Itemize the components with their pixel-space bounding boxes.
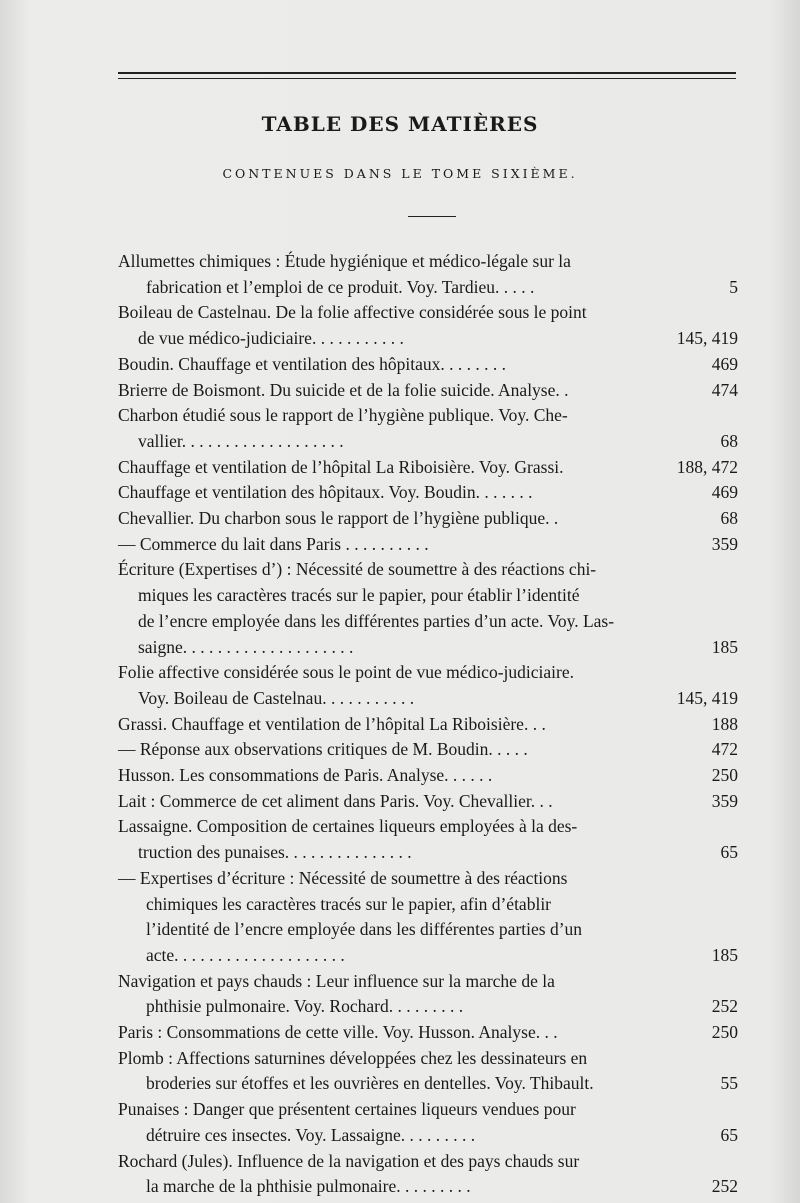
index-line bbox=[118, 762, 492, 788]
entry-text: Chevallier. Du charbon sous le rapport de l’hygiène publique. . bbox=[118, 508, 559, 528]
index-line bbox=[118, 377, 569, 403]
page-number: 185 bbox=[711, 636, 738, 657]
index-line bbox=[138, 582, 579, 608]
entry-text: Rochard (Jules). Influence de la navigation et des pays chauds sur bbox=[118, 1150, 580, 1171]
page-number: 68 bbox=[720, 430, 738, 451]
page-number: 250 bbox=[711, 1022, 738, 1042]
index-line bbox=[118, 479, 532, 505]
index-line bbox=[118, 968, 555, 994]
entry-text: — Expertises d’écriture : Nécessité de soumettre à des réactions bbox=[118, 867, 568, 888]
page-number: 359 bbox=[711, 790, 738, 811]
index-line bbox=[118, 788, 553, 814]
index-line bbox=[138, 428, 344, 454]
index-line bbox=[118, 1019, 558, 1045]
index-line bbox=[118, 711, 546, 737]
index-line bbox=[118, 454, 564, 480]
index-line bbox=[138, 685, 414, 711]
page-number: 145, 419 bbox=[676, 687, 738, 708]
entry-text: Lait : Commerce de cet aliment dans Paris. Voy. Chevallier. . . bbox=[118, 790, 553, 811]
entry-text: Chauffage et ventilation de l’hôpital La Riboisière. Voy. Grassi. bbox=[118, 456, 564, 477]
entry-text: Charbon étudié sous le rapport de l’hygiène publique. Voy. Che- bbox=[118, 405, 568, 426]
index-line bbox=[138, 634, 353, 660]
page-number: 185 bbox=[711, 944, 738, 965]
index-line bbox=[118, 505, 558, 531]
entry-text: truction des punaises. . . . . . . . . . . . . . . bbox=[138, 842, 412, 863]
page-number: 5 bbox=[729, 276, 738, 297]
index-line bbox=[118, 813, 577, 839]
entry-text: de l’encre employée dans les différentes parties d’un acte. Voy. Las- bbox=[138, 610, 615, 631]
page-number: 145, 419 bbox=[676, 328, 738, 349]
page-number: 65 bbox=[720, 842, 738, 863]
page-number: 474 bbox=[711, 379, 738, 400]
page-number: 188 bbox=[711, 713, 738, 734]
entry-text: Paris : Consommations de cette ville. Voy. Husson. Analyse. . . bbox=[118, 1022, 558, 1042]
entry-text: Folie affective considérée sous le point de vue médico-judiciaire. bbox=[118, 662, 574, 683]
entry-text: phthisie pulmonaire. Voy. Rochard. . . . . . . . . bbox=[146, 996, 464, 1017]
entry-text: Boileau de Castelnau. De la folie affective considérée sous le point bbox=[118, 302, 587, 323]
index-line bbox=[118, 1148, 579, 1174]
page-number: 469 bbox=[711, 482, 738, 503]
entry-text: Écriture (Expertises d’) : Nécessité de soumettre à des réactions chi- bbox=[118, 559, 597, 580]
entry-text: Allumettes chimiques : Étude hygiénique et médico-légale sur la bbox=[118, 251, 571, 271]
index-line bbox=[118, 531, 429, 557]
index-line bbox=[146, 274, 534, 300]
index-line bbox=[146, 916, 582, 942]
index-line bbox=[146, 993, 463, 1019]
entry-text: miques les caractères tracés sur le papier, pour établir l’identité bbox=[138, 585, 580, 606]
index-line bbox=[118, 1096, 576, 1122]
page-number: 252 bbox=[711, 996, 738, 1017]
page-number: 469 bbox=[711, 353, 738, 374]
index-line bbox=[118, 1045, 587, 1071]
entry-text: Grassi. Chauffage et ventilation de l’hôpital La Riboisière. . . bbox=[118, 713, 546, 734]
index-line bbox=[146, 891, 551, 917]
page-subtitle: CONTENUES DANS LE TOME SIXIÈME. bbox=[222, 166, 578, 181]
index-line bbox=[118, 351, 506, 377]
page-title: TABLE DES MATIÈRES bbox=[261, 112, 539, 136]
entry-text: Brierre de Boismont. Du suicide et de la folie suicide. Analyse. . bbox=[118, 379, 569, 400]
index-line bbox=[146, 1173, 471, 1199]
entry-text: Lassaigne. Composition de certaines liqueurs employées à la des- bbox=[118, 816, 578, 837]
entry-text: Voy. Boileau de Castelnau. . . . . . . . . . . bbox=[138, 687, 415, 708]
index-line bbox=[118, 402, 568, 428]
page-number: 250 bbox=[711, 765, 738, 785]
index-line bbox=[118, 736, 528, 762]
page-number: 55 bbox=[720, 1073, 738, 1094]
page-number: 359 bbox=[711, 533, 738, 554]
entry-text: Boudin. Chauffage et ventilation des hôpitaux. . . . . . . . bbox=[118, 353, 507, 374]
index-line bbox=[118, 248, 571, 274]
entry-text: Chauffage et ventilation des hôpitaux. Voy. Boudin. . . . . . . bbox=[118, 482, 533, 503]
entry-text: de vue médico-judiciaire. . . . . . . . . . . bbox=[138, 328, 404, 349]
entry-text: — Commerce du lait dans Paris . . . . . . . . . . bbox=[118, 533, 429, 554]
entry-text: — Réponse aux observations critiques de M. Boudin. . . . . bbox=[118, 739, 528, 760]
index-line bbox=[118, 659, 574, 685]
entry-text: l’identité de l’encre employée dans les différentes parties d’un bbox=[146, 919, 583, 940]
index-line bbox=[118, 865, 567, 891]
entry-text: la marche de la phthisie pulmonaire. . . . . . . . . bbox=[146, 1176, 471, 1197]
page-number: 472 bbox=[711, 739, 738, 760]
entry-text: vallier. . . . . . . . . . . . . . . . . . . bbox=[138, 430, 344, 451]
index-line bbox=[138, 325, 404, 351]
page-number: 188, 472 bbox=[676, 456, 738, 477]
index-line bbox=[138, 839, 412, 865]
entry-text: acte. . . . . . . . . . . . . . . . . . . . bbox=[146, 944, 345, 965]
entry-text: chimiques les caractères tracés sur le papier, afin d’établir bbox=[146, 893, 552, 914]
entry-text: détruire ces insectes. Voy. Lassaigne. . . . . . . . . bbox=[146, 1124, 476, 1145]
entry-text: Plomb : Affections saturnines développées chez les dessinateurs en bbox=[118, 1047, 588, 1068]
page-number: 68 bbox=[720, 508, 738, 528]
index-line bbox=[146, 942, 345, 968]
entry-text: saigne. . . . . . . . . . . . . . . . . . . . bbox=[138, 636, 354, 657]
index-line bbox=[138, 608, 614, 634]
page-number: 252 bbox=[711, 1176, 738, 1197]
index-line bbox=[118, 556, 596, 582]
entry-text: Punaises : Danger que présentent certaines liqueurs vendues pour bbox=[118, 1099, 576, 1120]
index-line bbox=[118, 299, 587, 325]
entry-text: Navigation et pays chauds : Leur influence sur la marche de la bbox=[118, 970, 555, 991]
entry-text: broderies sur étoffes et les ouvrières en dentelles. Voy. Thibault. bbox=[146, 1073, 594, 1094]
index-line bbox=[146, 1070, 594, 1096]
index-line bbox=[146, 1122, 475, 1148]
entry-text: Husson. Les consommations de Paris. Analyse. . . . . . bbox=[118, 765, 493, 785]
entry-text: fabrication et l’emploi de ce produit. Voy. Tardieu. . . . . bbox=[146, 276, 535, 297]
page-number: 65 bbox=[720, 1124, 738, 1145]
